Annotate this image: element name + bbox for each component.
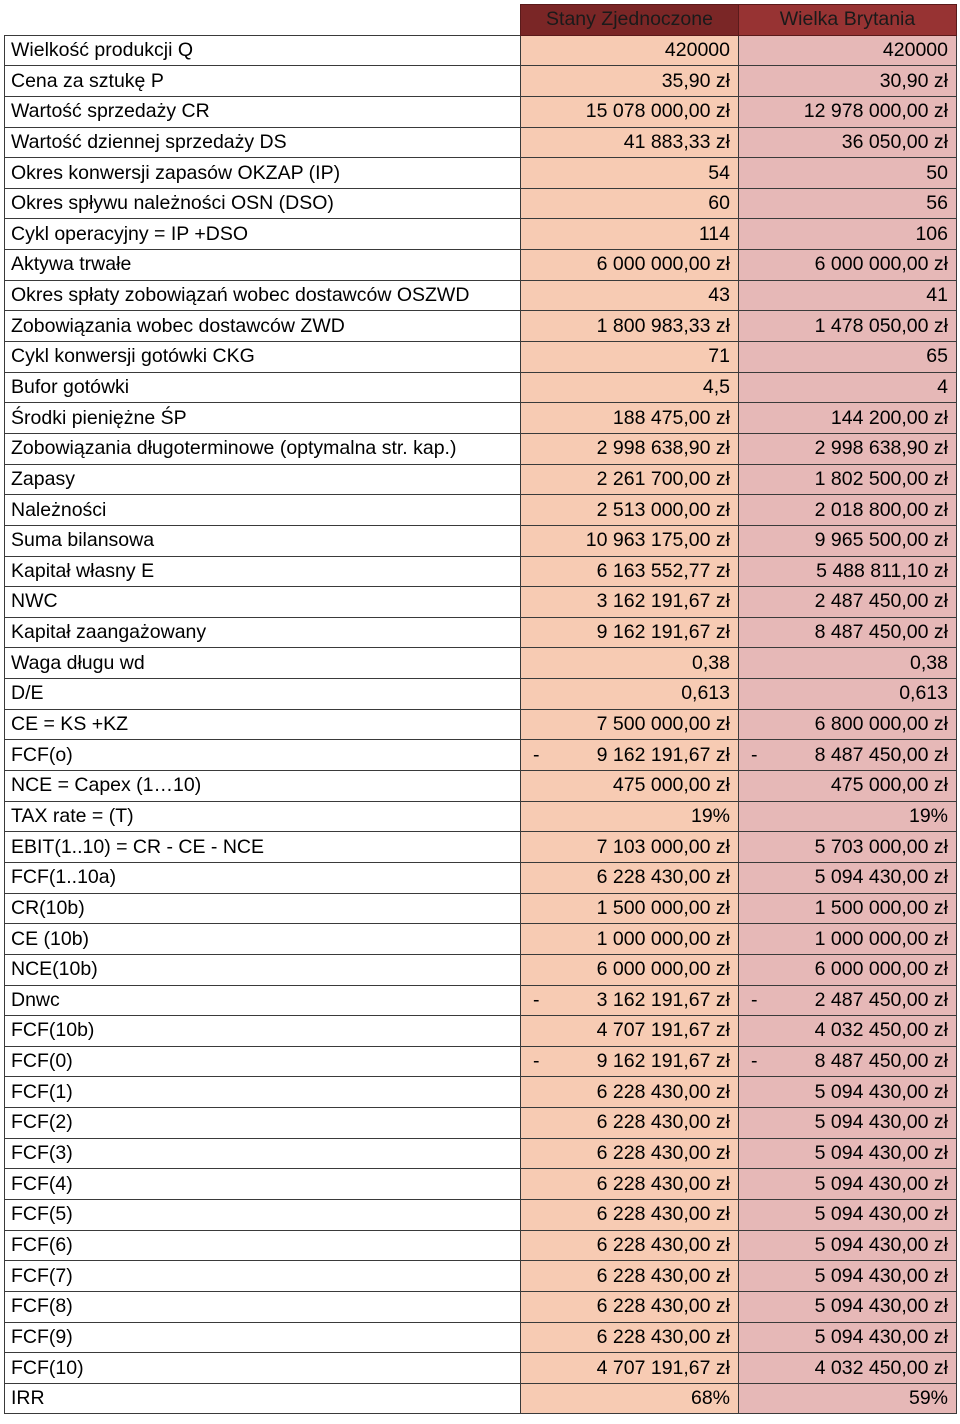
cell-value: 36 050,00 zł: [841, 130, 948, 153]
value-cell-uk[interactable]: [739, 1046, 957, 1077]
table-row: [5, 1322, 957, 1353]
value-cell-us[interactable]: [521, 1230, 739, 1261]
value-cell-uk[interactable]: [739, 954, 957, 985]
cell-value: 2 513 000,00 zł: [596, 498, 730, 521]
row-label[interactable]: Cena za sztukę P: [5, 66, 521, 97]
row-label[interactable]: FCF(1): [5, 1077, 521, 1108]
row-label[interactable]: FCF(4): [5, 1169, 521, 1200]
table-row: [5, 771, 957, 802]
cell-value: 41 883,33 zł: [623, 130, 730, 153]
cell-value: 4 032 450,00 zł: [814, 1019, 948, 1042]
cell-value: 50: [926, 161, 948, 184]
value-cell-us[interactable]: [521, 1261, 739, 1292]
value-cell-uk[interactable]: [739, 862, 957, 893]
cell-value: 10 963 175,00 zł: [585, 529, 730, 552]
table-row: [5, 127, 957, 158]
value-cell-us[interactable]: [521, 1291, 739, 1322]
value-cell-us[interactable]: [521, 1077, 739, 1108]
row-label[interactable]: FCF(5): [5, 1199, 521, 1230]
cell-value: 2 487 450,00 zł: [814, 590, 948, 613]
value-cell-us[interactable]: [521, 96, 739, 127]
row-label[interactable]: Okres spływu należności OSN (DSO): [5, 188, 521, 219]
value-cell-uk[interactable]: [739, 158, 957, 189]
value-cell-uk[interactable]: [739, 250, 957, 281]
cell-value: 6 228 430,00 zł: [596, 866, 730, 889]
cell-value: 144 200,00 zł: [830, 406, 948, 429]
table-row: [5, 648, 957, 679]
row-label[interactable]: Dnwc: [5, 985, 521, 1016]
table-row: [5, 1199, 957, 1230]
table-row: [5, 433, 957, 464]
cell-value: 0,38: [692, 651, 730, 674]
row-label[interactable]: FCF(o): [5, 740, 521, 771]
cell-value: 1 800 983,33 zł: [596, 314, 730, 337]
table-row: [5, 525, 957, 556]
value-cell-us[interactable]: [521, 35, 739, 66]
negative-sign: -: [751, 988, 758, 1011]
cell-value: 41: [926, 284, 948, 307]
cell-value: 0,613: [681, 682, 730, 705]
row-label[interactable]: Waga długu wd: [5, 648, 521, 679]
cell-value: 5 703 000,00 zł: [814, 835, 948, 858]
cell-value: 3 162 191,67 zł: [596, 590, 730, 613]
cell-value: 6 800 000,00 zł: [814, 713, 948, 736]
cell-value: 6 228 430,00 zł: [596, 1295, 730, 1318]
value-cell-us[interactable]: [521, 342, 739, 373]
value-cell-uk[interactable]: [739, 311, 957, 342]
cell-value: 4 707 191,67 zł: [596, 1356, 730, 1379]
table-row: [5, 464, 957, 495]
value-cell-uk[interactable]: [739, 801, 957, 832]
table-row: [5, 1169, 957, 1200]
value-cell-uk[interactable]: [739, 403, 957, 434]
table-row: [5, 617, 957, 648]
cell-value: 4: [937, 376, 948, 398]
table-row: [5, 556, 957, 587]
value-cell-us[interactable]: [521, 893, 739, 924]
cell-value: 8 487 450,00 zł: [814, 1050, 948, 1073]
table-row: [5, 1108, 957, 1139]
row-label[interactable]: TAX rate = (T): [5, 801, 521, 832]
cell-value: 475 000,00 zł: [830, 774, 948, 797]
financial-table: [4, 4, 957, 1414]
table-row: [5, 35, 957, 66]
value-cell-us[interactable]: [521, 372, 739, 403]
cell-value: 2 487 450,00 zł: [814, 988, 948, 1011]
cell-value: 6 163 552,77 zł: [596, 559, 730, 582]
cell-value: 5 488 811,10 zł: [816, 559, 948, 582]
cell-value: 9 965 500,00 zł: [814, 529, 948, 552]
value-cell-uk[interactable]: [739, 342, 957, 373]
value-cell-uk[interactable]: [739, 464, 957, 495]
cell-value: 6 228 430,00 zł: [596, 1172, 730, 1195]
table-row: [5, 403, 957, 434]
cell-value: 54: [708, 161, 730, 184]
value-cell-us[interactable]: [521, 771, 739, 802]
cell-value: 5 094 430,00 zł: [814, 1172, 948, 1195]
value-cell-us[interactable]: [521, 188, 739, 219]
row-label[interactable]: Okres spłaty zobowiązań wobec dostawców OSZWD: [5, 280, 521, 311]
value-cell-uk[interactable]: [739, 1383, 957, 1414]
value-cell-uk[interactable]: [739, 280, 957, 311]
cell-value: 5 094 430,00 zł: [814, 1295, 948, 1318]
value-cell-us[interactable]: [521, 1046, 739, 1077]
value-cell-us[interactable]: [521, 464, 739, 495]
cell-value: 2 018 800,00 zł: [814, 498, 948, 521]
table-row: [5, 280, 957, 311]
row-label[interactable]: Bufor gotówki: [5, 372, 521, 403]
table-row: [5, 96, 957, 127]
table-row: [5, 311, 957, 342]
row-label[interactable]: FCF(2): [5, 1108, 521, 1139]
cell-value: 7 103 000,00 zł: [596, 835, 730, 858]
cell-value: 59%: [908, 1387, 948, 1410]
value-cell-uk[interactable]: [739, 66, 957, 97]
row-label[interactable]: Zapasy: [5, 464, 521, 495]
value-cell-us[interactable]: [521, 280, 739, 311]
cell-value: 2 998 638,90 zł: [596, 437, 730, 460]
cell-value: 188 475,00 zł: [612, 406, 730, 429]
cell-value: 19%: [690, 804, 730, 827]
value-cell-us[interactable]: [521, 556, 739, 587]
spreadsheet: [4, 4, 956, 1414]
negative-sign: -: [533, 1050, 540, 1073]
cell-value: 6 228 430,00 zł: [596, 1111, 730, 1134]
cell-value: 71: [708, 345, 730, 368]
table-row: [5, 1353, 957, 1384]
cell-value: 30,90 zł: [879, 69, 948, 92]
row-label[interactable]: Wielkość produkcji Q: [5, 35, 521, 66]
value-cell-uk[interactable]: [739, 679, 957, 710]
value-cell-us[interactable]: [521, 219, 739, 250]
cell-value: 0,38: [910, 651, 948, 674]
table-row: [5, 954, 957, 985]
cell-value: 4,5: [702, 376, 730, 398]
cell-value: 8 487 450,00 zł: [814, 743, 948, 766]
cell-value: 5 094 430,00 zł: [814, 1080, 948, 1103]
cell-value: 106: [915, 222, 948, 245]
row-label[interactable]: Wartość sprzedaży CR: [5, 96, 521, 127]
cell-value: 7 500 000,00 zł: [596, 713, 730, 736]
header-uk[interactable]: Wielka Brytania: [739, 5, 957, 36]
row-label[interactable]: CE (10b): [5, 924, 521, 955]
table-row: [5, 1138, 957, 1169]
cell-value: 2 261 700,00 zł: [596, 467, 730, 490]
value-cell-uk[interactable]: [739, 372, 957, 403]
cell-value: 68%: [690, 1387, 730, 1410]
cell-value: 420000: [664, 38, 730, 61]
table-row: [5, 801, 957, 832]
value-cell-uk[interactable]: [739, 1077, 957, 1108]
value-cell-us[interactable]: [521, 924, 739, 955]
cell-value: 1 500 000,00 zł: [814, 896, 948, 919]
row-label[interactable]: NCE(10b): [5, 954, 521, 985]
value-cell-us[interactable]: [521, 862, 739, 893]
value-cell-us[interactable]: [521, 1108, 739, 1139]
row-label[interactable]: Cykl konwersji gotówki CKG: [5, 342, 521, 373]
row-label[interactable]: FCF(1..10a): [5, 862, 521, 893]
cell-value: 60: [708, 192, 730, 215]
cell-value: 6 000 000,00 zł: [814, 253, 948, 276]
value-cell-uk[interactable]: [739, 587, 957, 618]
negative-sign: -: [751, 743, 758, 766]
cell-value: 6 000 000,00 zł: [596, 958, 730, 981]
value-cell-us[interactable]: [521, 1353, 739, 1384]
value-cell-us[interactable]: [521, 740, 739, 771]
cell-value: 4 707 191,67 zł: [596, 1019, 730, 1042]
value-cell-uk[interactable]: [739, 740, 957, 771]
value-cell-uk[interactable]: [739, 1108, 957, 1139]
table-row: [5, 250, 957, 281]
row-label[interactable]: FCF(10): [5, 1353, 521, 1384]
row-label[interactable]: FCF(10b): [5, 1016, 521, 1047]
value-cell-us[interactable]: [521, 66, 739, 97]
row-label[interactable]: Okres konwersji zapasów OKZAP (IP): [5, 158, 521, 189]
row-label[interactable]: Kapitał zaangażowany: [5, 617, 521, 648]
row-label[interactable]: Zobowiązania wobec dostawców ZWD: [5, 311, 521, 342]
cell-value: 5 094 430,00 zł: [814, 1325, 948, 1348]
table-row: [5, 1077, 957, 1108]
negative-sign: -: [751, 1050, 758, 1073]
value-cell-us[interactable]: [521, 158, 739, 189]
value-cell-uk[interactable]: [739, 433, 957, 464]
cell-value: 12 978 000,00 zł: [803, 100, 948, 123]
row-label[interactable]: EBIT(1..10) = CR - CE - NCE: [5, 832, 521, 863]
value-cell-us[interactable]: [521, 1383, 739, 1414]
table-row: [5, 1291, 957, 1322]
row-label[interactable]: FCF(7): [5, 1261, 521, 1292]
row-label[interactable]: Wartość dziennej sprzedaży DS: [5, 127, 521, 158]
value-cell-us[interactable]: [521, 587, 739, 618]
value-cell-us[interactable]: [521, 495, 739, 526]
row-label[interactable]: Środki pieniężne ŚP: [5, 403, 521, 434]
row-label[interactable]: CR(10b): [5, 893, 521, 924]
table-row: [5, 372, 957, 403]
row-label[interactable]: FCF(0): [5, 1046, 521, 1077]
row-label[interactable]: Aktywa trwałe: [5, 250, 521, 281]
table-row: [5, 862, 957, 893]
value-cell-uk[interactable]: [739, 188, 957, 219]
value-cell-uk[interactable]: [739, 495, 957, 526]
cell-value: 5 094 430,00 zł: [814, 866, 948, 889]
row-label[interactable]: NCE = Capex (1…10): [5, 771, 521, 802]
negative-sign: -: [533, 743, 540, 766]
cell-value: 6 228 430,00 zł: [596, 1264, 730, 1287]
value-cell-us[interactable]: [521, 311, 739, 342]
table-row: [5, 587, 957, 618]
value-cell-us[interactable]: [521, 1322, 739, 1353]
table-row: [5, 188, 957, 219]
value-cell-us[interactable]: [521, 954, 739, 985]
table-row: [5, 985, 957, 1016]
cell-value: 3 162 191,67 zł: [596, 988, 730, 1011]
value-cell-uk[interactable]: [739, 1322, 957, 1353]
cell-value: 43: [708, 284, 730, 307]
value-cell-uk[interactable]: [739, 1016, 957, 1047]
cell-value: 56: [926, 192, 948, 215]
value-cell-uk[interactable]: [739, 1230, 957, 1261]
table-row: [5, 342, 957, 373]
value-cell-us[interactable]: [521, 433, 739, 464]
value-cell-us[interactable]: [521, 127, 739, 158]
cell-value: 6 228 430,00 zł: [596, 1203, 730, 1226]
value-cell-uk[interactable]: [739, 35, 957, 66]
row-label[interactable]: NWC: [5, 587, 521, 618]
cell-value: 1 500 000,00 zł: [596, 896, 730, 919]
cell-value: 5 094 430,00 zł: [814, 1264, 948, 1287]
value-cell-us[interactable]: [521, 403, 739, 434]
value-cell-uk[interactable]: [739, 556, 957, 587]
value-cell-us[interactable]: [521, 525, 739, 556]
table-body: [5, 35, 957, 1414]
header-empty-cell: [5, 5, 521, 36]
table-row: [5, 1383, 957, 1414]
value-cell-us[interactable]: [521, 648, 739, 679]
cell-value: 5 094 430,00 zł: [814, 1233, 948, 1256]
cell-value: 19%: [908, 804, 948, 827]
row-label[interactable]: D/E: [5, 679, 521, 710]
value-cell-uk[interactable]: [739, 648, 957, 679]
table-row: [5, 1261, 957, 1292]
negative-sign: -: [533, 988, 540, 1011]
table-row: [5, 1016, 957, 1047]
row-label[interactable]: Kapitał własny E: [5, 556, 521, 587]
value-cell-us[interactable]: [521, 1169, 739, 1200]
cell-value: 9 162 191,67 zł: [596, 1050, 730, 1073]
table-row: [5, 893, 957, 924]
row-label[interactable]: FCF(3): [5, 1138, 521, 1169]
cell-value: 5 094 430,00 zł: [814, 1111, 948, 1134]
row-label[interactable]: Należności: [5, 495, 521, 526]
row-label[interactable]: FCF(8): [5, 1291, 521, 1322]
cell-value: 4 032 450,00 zł: [814, 1356, 948, 1379]
row-label[interactable]: Suma bilansowa: [5, 525, 521, 556]
value-cell-uk[interactable]: [739, 924, 957, 955]
value-cell-uk[interactable]: [739, 893, 957, 924]
row-label[interactable]: CE = KS +KZ: [5, 709, 521, 740]
cell-value: 6 228 430,00 zł: [596, 1080, 730, 1103]
row-label[interactable]: Zobowiązania długoterminowe (optymalna str. kap.): [5, 433, 521, 464]
cell-value: 5 094 430,00 zł: [814, 1203, 948, 1226]
cell-value: 65: [926, 345, 948, 368]
value-cell-us[interactable]: [521, 1138, 739, 1169]
value-cell-us[interactable]: [521, 985, 739, 1016]
value-cell-uk[interactable]: [739, 985, 957, 1016]
value-cell-uk[interactable]: [739, 617, 957, 648]
value-cell-uk[interactable]: [739, 525, 957, 556]
value-cell-uk[interactable]: [739, 771, 957, 802]
cell-value: 475 000,00 zł: [612, 774, 730, 797]
row-label[interactable]: FCF(9): [5, 1322, 521, 1353]
cell-value: 6 000 000,00 zł: [814, 958, 948, 981]
table-row: [5, 495, 957, 526]
cell-value: 6 228 430,00 zł: [596, 1233, 730, 1256]
value-cell-uk[interactable]: [739, 1199, 957, 1230]
row-label[interactable]: Cykl operacyjny = IP +DSO: [5, 219, 521, 250]
row-label[interactable]: IRR: [5, 1383, 521, 1414]
value-cell-us[interactable]: [521, 679, 739, 710]
value-cell-uk[interactable]: [739, 832, 957, 863]
cell-value: 1 000 000,00 zł: [596, 927, 730, 950]
cell-value: 2 998 638,90 zł: [814, 437, 948, 460]
cell-value: 1 000 000,00 zł: [814, 927, 948, 950]
value-cell-uk[interactable]: [739, 1291, 957, 1322]
cell-value: 0,613: [899, 682, 948, 705]
value-cell-uk[interactable]: [739, 1353, 957, 1384]
header-us[interactable]: Stany Zjednoczone: [521, 5, 739, 36]
value-cell-us[interactable]: [521, 1016, 739, 1047]
table-row: [5, 158, 957, 189]
value-cell-us[interactable]: [521, 709, 739, 740]
value-cell-us[interactable]: [521, 250, 739, 281]
table-row: [5, 679, 957, 710]
table-row: [5, 924, 957, 955]
value-cell-us[interactable]: [521, 1199, 739, 1230]
row-label[interactable]: FCF(6): [5, 1230, 521, 1261]
value-cell-us[interactable]: [521, 617, 739, 648]
table-row: [5, 66, 957, 97]
cell-value: 6 000 000,00 zł: [596, 253, 730, 276]
value-cell-uk[interactable]: [739, 219, 957, 250]
cell-value: 8 487 450,00 zł: [814, 621, 948, 644]
table-row: [5, 740, 957, 771]
value-cell-uk[interactable]: [739, 1138, 957, 1169]
value-cell-uk[interactable]: [739, 1261, 957, 1292]
value-cell-uk[interactable]: [739, 709, 957, 740]
cell-value: 114: [698, 222, 730, 245]
cell-value: 9 162 191,67 zł: [596, 621, 730, 644]
table-row: [5, 1046, 957, 1077]
table-row: [5, 1230, 957, 1261]
cell-value: 6 228 430,00 zł: [596, 1142, 730, 1165]
table-row: [5, 832, 957, 863]
table-row: [5, 709, 957, 740]
cell-value: 1 802 500,00 zł: [814, 467, 948, 490]
cell-value: 1 478 050,00 zł: [814, 314, 948, 337]
cell-value: 5 094 430,00 zł: [814, 1142, 948, 1165]
cell-value: 35,90 zł: [661, 69, 730, 92]
header-row: [5, 5, 957, 36]
value-cell-us[interactable]: [521, 832, 739, 863]
cell-value: 6 228 430,00 zł: [596, 1325, 730, 1348]
cell-value: 9 162 191,67 zł: [596, 743, 730, 766]
table-row: [5, 219, 957, 250]
cell-value: 420000: [882, 38, 948, 61]
value-cell-uk[interactable]: [739, 1169, 957, 1200]
cell-value: 15 078 000,00 zł: [585, 100, 730, 123]
value-cell-us[interactable]: [521, 801, 739, 832]
value-cell-uk[interactable]: [739, 127, 957, 158]
value-cell-uk[interactable]: [739, 96, 957, 127]
